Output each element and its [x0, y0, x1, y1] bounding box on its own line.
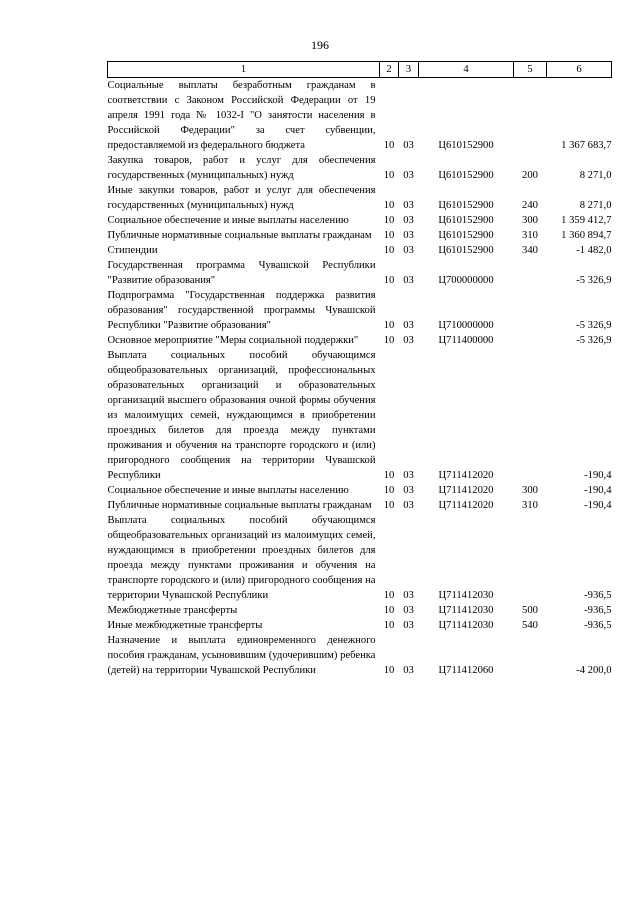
table-row — [108, 288, 612, 333]
row-amount: -1 482,0 — [576, 245, 612, 256]
row-amount: -5 326,9 — [576, 320, 612, 331]
row-expense-type — [514, 78, 547, 154]
column-header-2: 2 — [380, 62, 399, 78]
row-expense-type: 200 — [522, 170, 538, 181]
row-amount: -5 326,9 — [576, 275, 612, 286]
row-expense-type — [514, 333, 547, 348]
row-target-article: Ц610152900 — [438, 140, 494, 151]
row-section-code: 10 — [383, 245, 395, 256]
row-section-code: 10 — [383, 485, 395, 496]
row-amount: -190,4 — [584, 470, 612, 481]
row-target-article: Ц711412030 — [438, 620, 494, 631]
row-section-code: 10 — [383, 200, 395, 211]
row-name: Иные закупки товаров, работ и услуг для обеспечения государственных (муниципальных) нужд — [107, 185, 376, 211]
row-expense-type — [514, 633, 547, 678]
row-section-code: 10 — [383, 215, 395, 226]
row-section-code: 10 — [383, 170, 395, 181]
row-name: Стипендии — [107, 245, 158, 256]
table-row — [108, 78, 612, 154]
row-subsection-code: 03 — [403, 470, 414, 481]
row-target-article: Ц711400000 — [438, 335, 494, 346]
row-amount: -190,4 — [584, 500, 612, 511]
row-name: Публичные нормативные социальные выплаты гражданам — [107, 500, 372, 511]
row-subsection-code: 03 — [403, 170, 414, 181]
row-expense-type — [514, 513, 547, 603]
row-target-article: Ц610152900 — [438, 170, 494, 181]
row-amount: -936,5 — [584, 605, 612, 616]
table-row — [108, 213, 612, 228]
row-section-code: 10 — [383, 230, 395, 241]
row-subsection-code: 03 — [403, 275, 414, 286]
row-name: Основное мероприятие "Меры социальной поддержки" — [107, 335, 359, 346]
row-expense-type: 500 — [522, 605, 538, 616]
row-name: Межбюджетные трансферты — [107, 605, 238, 616]
row-target-article: Ц711412060 — [438, 665, 494, 676]
column-header-5: 5 — [514, 62, 547, 78]
row-name: Социальное обеспечение и иные выплаты населению — [107, 485, 349, 496]
budget-table — [107, 61, 612, 678]
table-row — [108, 633, 612, 678]
row-amount: -190,4 — [584, 485, 612, 496]
row-expense-type: 300 — [522, 485, 538, 496]
row-section-code: 10 — [383, 470, 395, 481]
row-name: Подпрограмма "Государственная поддержка развития образования" государственной программы Чувашской Республики "Развитие образования" — [107, 290, 376, 331]
column-header-1: 1 — [108, 62, 380, 78]
row-amount: -5 326,9 — [576, 335, 612, 346]
row-target-article: Ц610152900 — [438, 230, 494, 241]
row-section-code: 10 — [383, 605, 395, 616]
row-section-code: 10 — [383, 500, 395, 511]
row-section-code: 10 — [383, 275, 395, 286]
row-section-code: 10 — [383, 320, 395, 331]
row-section-code: 10 — [383, 620, 395, 631]
row-subsection-code: 03 — [403, 500, 414, 511]
row-target-article: Ц711412030 — [438, 590, 494, 601]
row-name: Назначение и выплата единовременного денежного пособия гражданам, усыновившим (удочерившим) ребенка (детей) на территории Чувашской Республики — [107, 635, 376, 676]
row-amount: 1 367 683,7 — [561, 140, 612, 151]
row-section-code: 10 — [383, 140, 395, 151]
row-expense-type — [514, 258, 547, 288]
row-expense-type: 540 — [522, 620, 538, 631]
row-name: Социальные выплаты безработным гражданам в соответствии с Законом Российской Федерации от 19 апреля 1991 года № 1032-I "О занятости населения в Российской Федерации" за счет субвенции, предоставляемой из федерального бюджета — [107, 80, 376, 151]
row-target-article: Ц610152900 — [438, 215, 494, 226]
row-name: Государственная программа Чувашской Республики "Развитие образования" — [107, 260, 376, 286]
row-name: Иные межбюджетные трансферты — [107, 620, 263, 631]
table-row — [108, 618, 612, 633]
row-target-article: Ц711412030 — [438, 605, 494, 616]
page-number: 196 — [311, 38, 329, 52]
row-expense-type — [514, 288, 547, 333]
row-amount: -936,5 — [584, 620, 612, 631]
table-row — [108, 513, 612, 603]
row-target-article: Ц610152900 — [438, 200, 494, 211]
row-subsection-code: 03 — [403, 215, 414, 226]
column-header-4: 4 — [419, 62, 514, 78]
row-subsection-code: 03 — [403, 230, 414, 241]
row-subsection-code: 03 — [403, 320, 414, 331]
table-row — [108, 153, 612, 183]
row-subsection-code: 03 — [403, 665, 414, 676]
table-row — [108, 183, 612, 213]
row-subsection-code: 03 — [403, 200, 414, 211]
row-expense-type: 240 — [522, 200, 538, 211]
row-subsection-code: 03 — [403, 140, 414, 151]
row-subsection-code: 03 — [403, 335, 414, 346]
row-name: Социальное обеспечение и иные выплаты населению — [107, 215, 349, 226]
row-target-article: Ц700000000 — [438, 275, 494, 286]
row-amount: 1 360 894,7 — [561, 230, 612, 241]
table-row — [108, 333, 612, 348]
table-row — [108, 348, 612, 483]
row-amount: 1 359 412,7 — [561, 215, 612, 226]
row-section-code: 10 — [383, 665, 395, 676]
column-number-row — [108, 62, 612, 78]
row-subsection-code: 03 — [403, 605, 414, 616]
row-subsection-code: 03 — [403, 620, 414, 631]
row-expense-type: 300 — [522, 215, 538, 226]
row-expense-type — [514, 348, 547, 483]
row-target-article: Ц711412020 — [438, 470, 494, 481]
row-target-article: Ц711412020 — [438, 485, 494, 496]
row-subsection-code: 03 — [403, 590, 414, 601]
column-header-6: 6 — [547, 62, 612, 78]
row-name: Публичные нормативные социальные выплаты гражданам — [107, 230, 372, 241]
row-name: Выплата социальных пособий обучающимся общеобразовательных организаций, профессиональных образовательных организаций и образовательных организаций высшего образования очной формы обучения из малоимущих семей, нуждающимся в приобретении проездных билетов для проезда между пунктами проживания и обучения на транспорте городского и (или) пригородного сообщения на территории Чувашской Республики — [107, 350, 376, 481]
table-body — [108, 78, 612, 679]
row-amount: -936,5 — [584, 590, 612, 601]
table-row — [108, 498, 612, 513]
row-amount: -4 200,0 — [576, 665, 612, 676]
row-expense-type: 310 — [522, 500, 538, 511]
table-row — [108, 483, 612, 498]
table-row — [108, 258, 612, 288]
row-amount: 8 271,0 — [579, 170, 612, 181]
table-row — [108, 243, 612, 258]
row-expense-type: 340 — [522, 245, 538, 256]
row-section-code: 10 — [383, 335, 395, 346]
row-subsection-code: 03 — [403, 245, 414, 256]
table-row — [108, 603, 612, 618]
column-header-3: 3 — [399, 62, 419, 78]
row-target-article: Ц610152900 — [438, 245, 494, 256]
row-target-article: Ц711412020 — [438, 500, 494, 511]
table-row — [108, 228, 612, 243]
row-name: Закупка товаров, работ и услуг для обеспечения государственных (муниципальных) нужд — [107, 155, 376, 181]
row-section-code: 10 — [383, 590, 395, 601]
row-expense-type: 310 — [522, 230, 538, 241]
row-subsection-code: 03 — [403, 485, 414, 496]
row-amount: 8 271,0 — [579, 200, 612, 211]
row-target-article: Ц710000000 — [438, 320, 494, 331]
row-name: Выплата социальных пособий обучающимся общеобразовательных организаций из малоимущих семей, нуждающимся в приобретении проездных билетов для проезда между пунктами проживания и обучения на транспорте городского и (или) пригородного сообщения на территории Чувашской Республики — [107, 515, 376, 601]
